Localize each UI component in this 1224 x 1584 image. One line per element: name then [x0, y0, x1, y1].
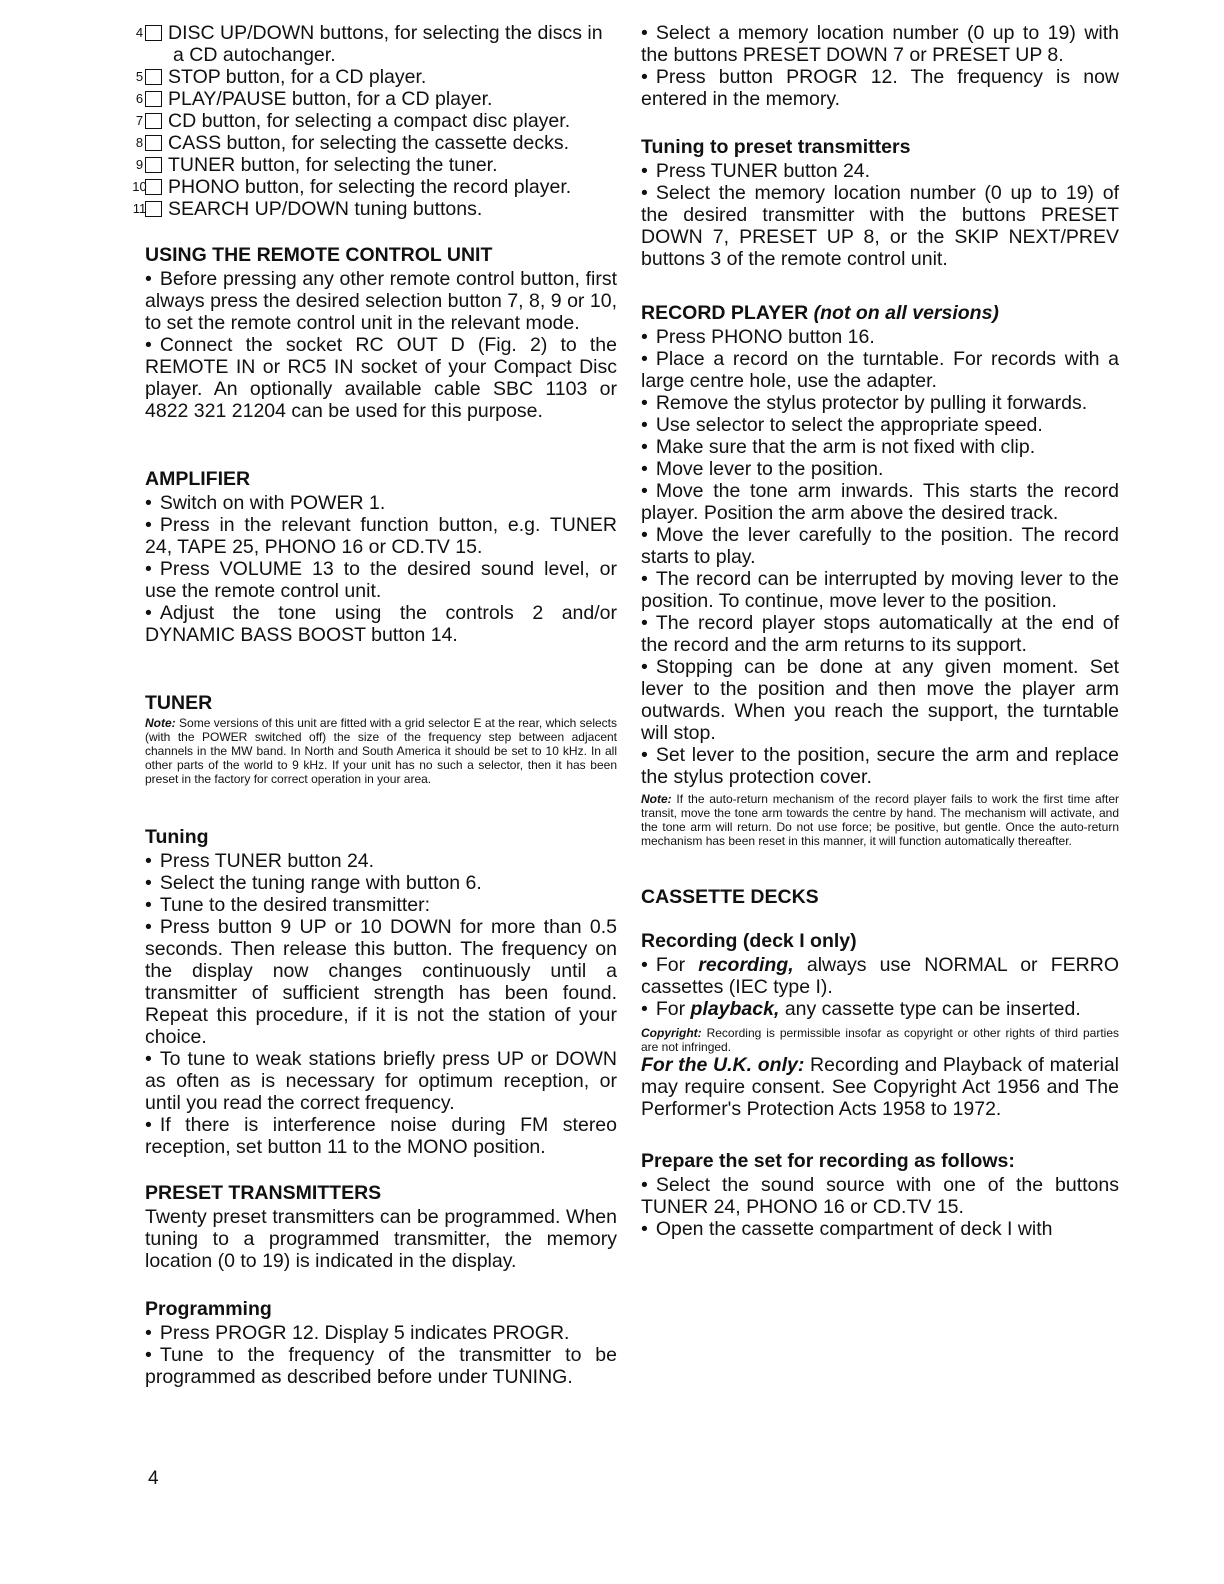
- copyright-label: Copyright:: [641, 1026, 702, 1040]
- amp-bullet-3: • Press VOLUME 13 to the desired sound level, or use the remote control unit.: [145, 558, 617, 602]
- rp-bullet-6: • Move lever to the position.: [641, 458, 1119, 480]
- tuner-note: [145, 716, 617, 786]
- rp-bullet-12: • Set lever to the position, secure the arm and replace the stylus protection cover.: [641, 744, 1119, 788]
- rp-bullet-8: • Move the lever carefully to the position. The record starts to play.: [641, 524, 1119, 568]
- uk-note: [641, 1054, 1119, 1120]
- rp-bullet-2: • Place a record on the turntable. For records with a large centre hole, use the adapter.: [641, 348, 1119, 392]
- rp-bullet-10: • The record player stops automatically at the end of the record and the arm returns to its support.: [641, 612, 1119, 656]
- rp-note: [641, 792, 1119, 848]
- rec-b2-post: any cassette type can be inserted.: [784, 998, 1081, 1020]
- heading-cassette: CASSETTE DECKS: [641, 886, 819, 908]
- amp-bullet-4: • Adjust the tone using the controls 2 and/or DYNAMIC BASS BOOST button 14.: [145, 602, 617, 646]
- button-list-text: PHONO button, for selecting the record player.: [168, 176, 572, 198]
- heading-tuner: TUNER: [145, 692, 213, 714]
- button-list-text: SEARCH UP/DOWN tuning buttons.: [168, 198, 483, 220]
- preset-text: Twenty preset transmitters can be programmed. When tuning to a programmed transmitter, the memory location (0 to 19) is indicated in the display.: [145, 1206, 617, 1272]
- remote-bullet-2: • Connect the socket RC OUT D (Fig. 2) to the REMOTE IN or RC5 IN socket of your Compact Disc player. An optionally available cable SBC 1103 or 4822 321 21204 can be used for this purpose.: [145, 334, 617, 422]
- rp-bullet-7: • Move the tone arm inwards. This starts the record player. Position the arm above the desired track.: [641, 480, 1119, 524]
- copyright-text: Recording is permissible insofar as copyright or other rights of third parties are not infringed.: [641, 1026, 1119, 1054]
- tpt-bullet-1: • Press TUNER button 24.: [641, 160, 1119, 182]
- button-list-item: [135, 132, 617, 154]
- heading-record-player: [641, 302, 1119, 324]
- rp-bullet-9: • The record can be interrupted by moving lever to the position. To continue, move lever to the position.: [641, 568, 1119, 612]
- right-column: [641, 22, 1119, 1240]
- rp-bullet-11: • Stopping can be done at any given moment. Set lever to the position and then move the player arm outwards. When you reach the support, the turntable will stop.: [641, 656, 1119, 744]
- prog-bullet-2: • Tune to the frequency of the transmitter to be programmed as described before under TUNING.: [145, 1344, 617, 1388]
- tuning-bullet-6: • If there is interference noise during FM stereo reception, set button 11 to the MONO position.: [145, 1114, 617, 1158]
- uk-label: For the U.K. only:: [641, 1054, 805, 1076]
- button-list-item: [135, 22, 617, 66]
- tuning-bullet-3: • Tune to the desired transmitter:: [145, 894, 617, 916]
- button-list-text: TUNER button, for selecting the tuner.: [168, 154, 498, 176]
- button-key-badge: 4: [145, 25, 162, 41]
- rp-note-text: If the auto-return mechanism of the record player fails to work the first time after transit, move the tone arm towards the centre by hand. The mechanism will activate, and the tone arm will return. Do not use force; be positive, but gentle. Once the auto-return mechanism has been reset in this manner, it will function automatically thereafter.: [641, 792, 1119, 848]
- prep-bullet-1: • Select the sound source with one of the buttons TUNER 24, PHONO 16 or CD.TV 15.: [641, 1174, 1119, 1218]
- button-list-text: DISC UP/DOWN buttons, for selecting the discs in a CD autochanger.: [168, 22, 603, 66]
- rp-note-label: Note:: [641, 792, 672, 806]
- heading-preset: PRESET TRANSMITTERS: [145, 1182, 382, 1204]
- button-list: [132, 22, 617, 220]
- rp-bullet-1: • Press PHONO button 16.: [641, 326, 1119, 348]
- rec-b1-em: recording,: [698, 954, 794, 976]
- tuning-bullet-5: • To tune to weak stations briefly press UP or DOWN as often as is necessary for optimum reception, or until you read the correct frequency.: [145, 1048, 617, 1114]
- button-key-badge: 9: [145, 157, 162, 173]
- rec-b1-post: always use NORMAL or FERRO cassettes (IEC type I).: [641, 954, 1119, 998]
- button-list-item: [135, 154, 617, 176]
- tuning-bullet-2: • Select the tuning range with button 6.: [145, 872, 617, 894]
- uk-text: Recording and Playback of material may require consent. See Copyright Act 1956 and The Performer's Protection Acts 1958 to 1972.: [641, 1054, 1119, 1120]
- button-key-badge: 8: [145, 135, 162, 151]
- rec-bullet-1: [641, 954, 1119, 998]
- record-player-note: (not on all versions): [813, 302, 999, 324]
- right-bullet-1: • Select a memory location number (0 up to 19) with the buttons PRESET DOWN 7 or PRESET UP 8.: [641, 22, 1119, 66]
- rec-b2-em: playback,: [690, 998, 780, 1020]
- button-list-item: [135, 66, 617, 88]
- rec-b1-pre: For: [655, 954, 686, 976]
- button-key-badge: 5: [145, 69, 162, 85]
- button-list-item: [132, 176, 617, 198]
- heading-tuning: Tuning: [145, 826, 209, 848]
- tpt-bullet-2: • Select the memory location number (0 up to 19) of the desired transmitter with the buttons PRESET DOWN 7, PRESET UP 8, or the SKIP NEXT/PREV buttons 3 of the remote control unit.: [641, 182, 1119, 270]
- heading-recording: Recording (deck I only): [641, 930, 857, 952]
- button-list-item: [135, 88, 617, 110]
- record-player-title: RECORD PLAYER: [641, 302, 809, 324]
- heading-amplifier: AMPLIFIER: [145, 468, 251, 490]
- button-list-text: STOP button, for a CD player.: [168, 66, 427, 88]
- button-list-text: CD button, for selecting a compact disc player.: [168, 110, 571, 132]
- rp-bullet-3: • Remove the stylus protector by pulling it forwards.: [641, 392, 1119, 414]
- tuning-bullet-4: • Press button 9 UP or 10 DOWN for more than 0.5 seconds. Then release this button. The frequency on the display now changes continuously until a transmitter of sufficient strength has been found. Repeat this procedure, if it is not the station of your choice.: [145, 916, 617, 1048]
- button-key-badge: 6: [145, 91, 162, 107]
- tuning-bullet-1: • Press TUNER button 24.: [145, 850, 617, 872]
- left-column: [132, 22, 617, 1388]
- button-list-item: [132, 198, 617, 220]
- button-list-text: PLAY/PAUSE button, for a CD player.: [168, 88, 493, 110]
- button-key-badge: 7: [145, 113, 162, 129]
- right-bullet-2: • Press button PROGR 12. The frequency is now entered in the memory.: [641, 66, 1119, 110]
- copyright-note: [641, 1026, 1119, 1054]
- rp-bullet-4: • Use selector to select the appropriate speed.: [641, 414, 1119, 436]
- heading-programming: Programming: [145, 1298, 272, 1320]
- remote-bullet-1: • Before pressing any other remote control button, first always press the desired selection button 7, 8, 9 or 10, to set the remote control unit in the relevant mode.: [145, 268, 617, 334]
- heading-prepare: Prepare the set for recording as follows:: [641, 1150, 1015, 1172]
- rec-bullet-2: [641, 998, 1119, 1020]
- rp-bullet-5: • Make sure that the arm is not fixed with clip.: [641, 436, 1119, 458]
- button-key-badge: 10: [145, 179, 162, 195]
- tuner-note-label: Note:: [145, 716, 176, 730]
- amp-bullet-2: • Press in the relevant function button, e.g. TUNER 24, TAPE 25, PHONO 16 or CD.TV 15.: [145, 514, 617, 558]
- heading-remote: USING THE REMOTE CONTROL UNIT: [145, 244, 493, 266]
- prep-bullet-2: • Open the cassette compartment of deck I with: [641, 1218, 1119, 1240]
- prog-bullet-1: • Press PROGR 12. Display 5 indicates PROGR.: [145, 1322, 617, 1344]
- rec-b2-pre: For: [655, 998, 686, 1020]
- page-number: 4: [148, 1468, 159, 1489]
- amp-bullet-1: • Switch on with POWER 1.: [145, 492, 617, 514]
- heading-tuning-preset: Tuning to preset transmitters: [641, 136, 911, 158]
- button-key-badge: 11: [145, 201, 162, 217]
- button-list-text: CASS button, for selecting the cassette decks.: [168, 132, 570, 154]
- button-list-item: [135, 110, 617, 132]
- tuner-note-text: Some versions of this unit are fitted with a grid selector E at the rear, which selects (with the POWER switched off) the size of the frequency step between adjacent channels in the MW band. In North and South America it should be set to 10 kHz. In all other parts of the world to 9 kHz. If your unit has no such a selector, then it has been preset in the factory for correct operation in your area.: [145, 716, 617, 786]
